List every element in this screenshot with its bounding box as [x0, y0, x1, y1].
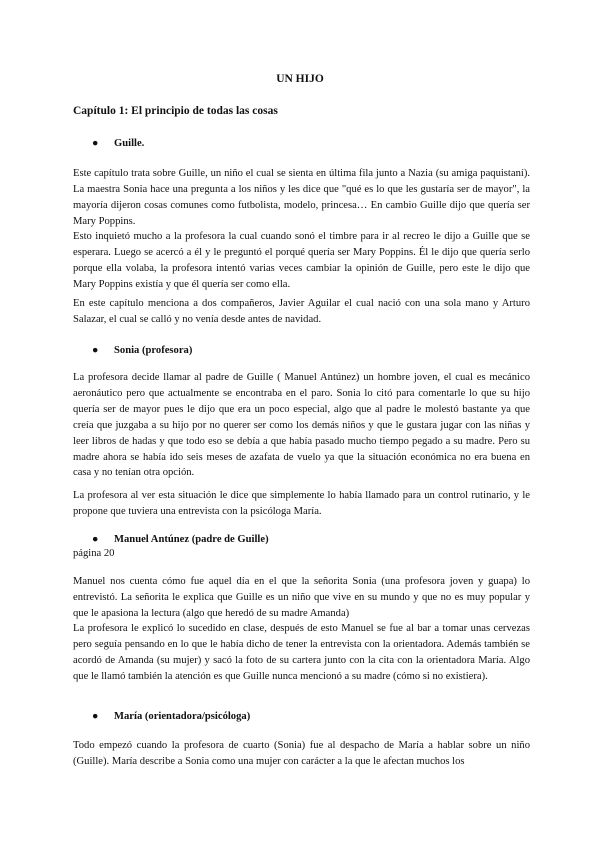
paragraph: La profesora decide llamar al padre de Guille ( Manuel Antúnez) un hombre joven, el cual es mecánico aeronáutico pero que actualmente se encontraba en el paro. Sonia lo citó para comentarle lo que su hijo quería ser de mayor pues le dijo que era un poco especial, algo que al padre le molestó bastante ya que creía que juzgaba a su hijo por no querer ser como los demás niños y que le gustara jugar con las niñas y leer libros de hadas y que todo eso se debía a que había pasado mucho tiempo pegado a su madre. Pero su madre ahora se había ido seis meses de azafata de vuelo ya que la situación económica no era buena en casa y no tenían otra opción.	[73, 372, 530, 479]
bullet-icon: ●	[92, 711, 99, 722]
section-heading-text: Manuel Antúnez (padre de Guille)	[114, 534, 269, 545]
paragraph: Esto inquietó mucho a la profesora la cual cuando sonó el timbre para ir al recreo le dijo a Guille que se esperara. Luego se acercó a él y le preguntó el porqué quería ser Mary Poppins. Él le dijo que quería serlo porque ella volaba, la profesora intentó varias veces cambiar la opinión de Guille, pero este le dijo que Mary Poppins existía y que él quería ser como ella.	[73, 231, 530, 290]
paragraph: En este capítulo menciona a dos compañeros, Javier Aguilar el cual nació con una sola mano y Arturo Salazar, el cual se calló y no venía desde antes de navidad.	[73, 298, 530, 325]
bullet-icon: ●	[92, 138, 99, 149]
paragraph: La profesora al ver esta situación le dice que simplemente lo había llamado para un control rutinario, y le propone que tuviera una entrevista con la psicóloga María.	[73, 490, 530, 517]
section-heading-manuel	[92, 532, 269, 548]
paragraph: Todo empezó cuando la profesora de cuarto (Sonia) fue al despacho de María a hablar sobre un niño (Guille). María describe a Sonia como una mujer con carácter a la que le afectan muchos los	[73, 740, 530, 767]
bullet-icon: ●	[92, 345, 99, 356]
section-heading-text: Guille.	[114, 138, 145, 149]
section-heading-text: María (orientadora/psicóloga)	[114, 711, 251, 722]
paragraph: Manuel nos cuenta cómo fue aquel día en el que la señorita Sonia (una profesora joven y guapa) lo entrevistó. La señorita le explica que Guille es un niño que vive en su mundo y que no es muy popular y que le apasiona la lectura (algo que heredó de su madre Amanda)	[73, 576, 530, 619]
document-title: UN HIJO	[276, 73, 324, 85]
chapter-heading: Capítulo 1: El principio de todas las cosas	[73, 105, 278, 117]
section-heading-maria	[92, 709, 250, 725]
paragraph: La profesora le explicó lo sucedido en clase, después de esto Manuel se fue al bar a tomar unas cervezas pero seguía pensando en lo que le había dicho de tener la entrevista con la orientadora. Además también se acordó de Amanda (su mujer) y sacó la foto de su cartera junto con la cita con la orientadora María. Algo que le llamó también la atención es que Guille nunca mencionó a su madre (cómo si no existiera).	[73, 623, 530, 682]
paragraph: Este capítulo trata sobre Guille, un niño el cual se sienta en última fila junto a Nazia (su amiga paquistaní). La maestra Sonia hace una pregunta a los niños y les dice que "qué es lo que les gustaría ser de mayor", la mayoría dijeron cosas comunes como futbolista, modelo, princesa… En cambio Guille dijo que quería ser Mary Poppins.	[73, 168, 530, 227]
page-reference: página 20	[73, 548, 115, 559]
section-heading-guille	[92, 136, 144, 152]
section-heading-sonia	[92, 343, 192, 359]
section-heading-text: Sonia (profesora)	[114, 345, 193, 356]
bullet-icon: ●	[92, 534, 99, 545]
